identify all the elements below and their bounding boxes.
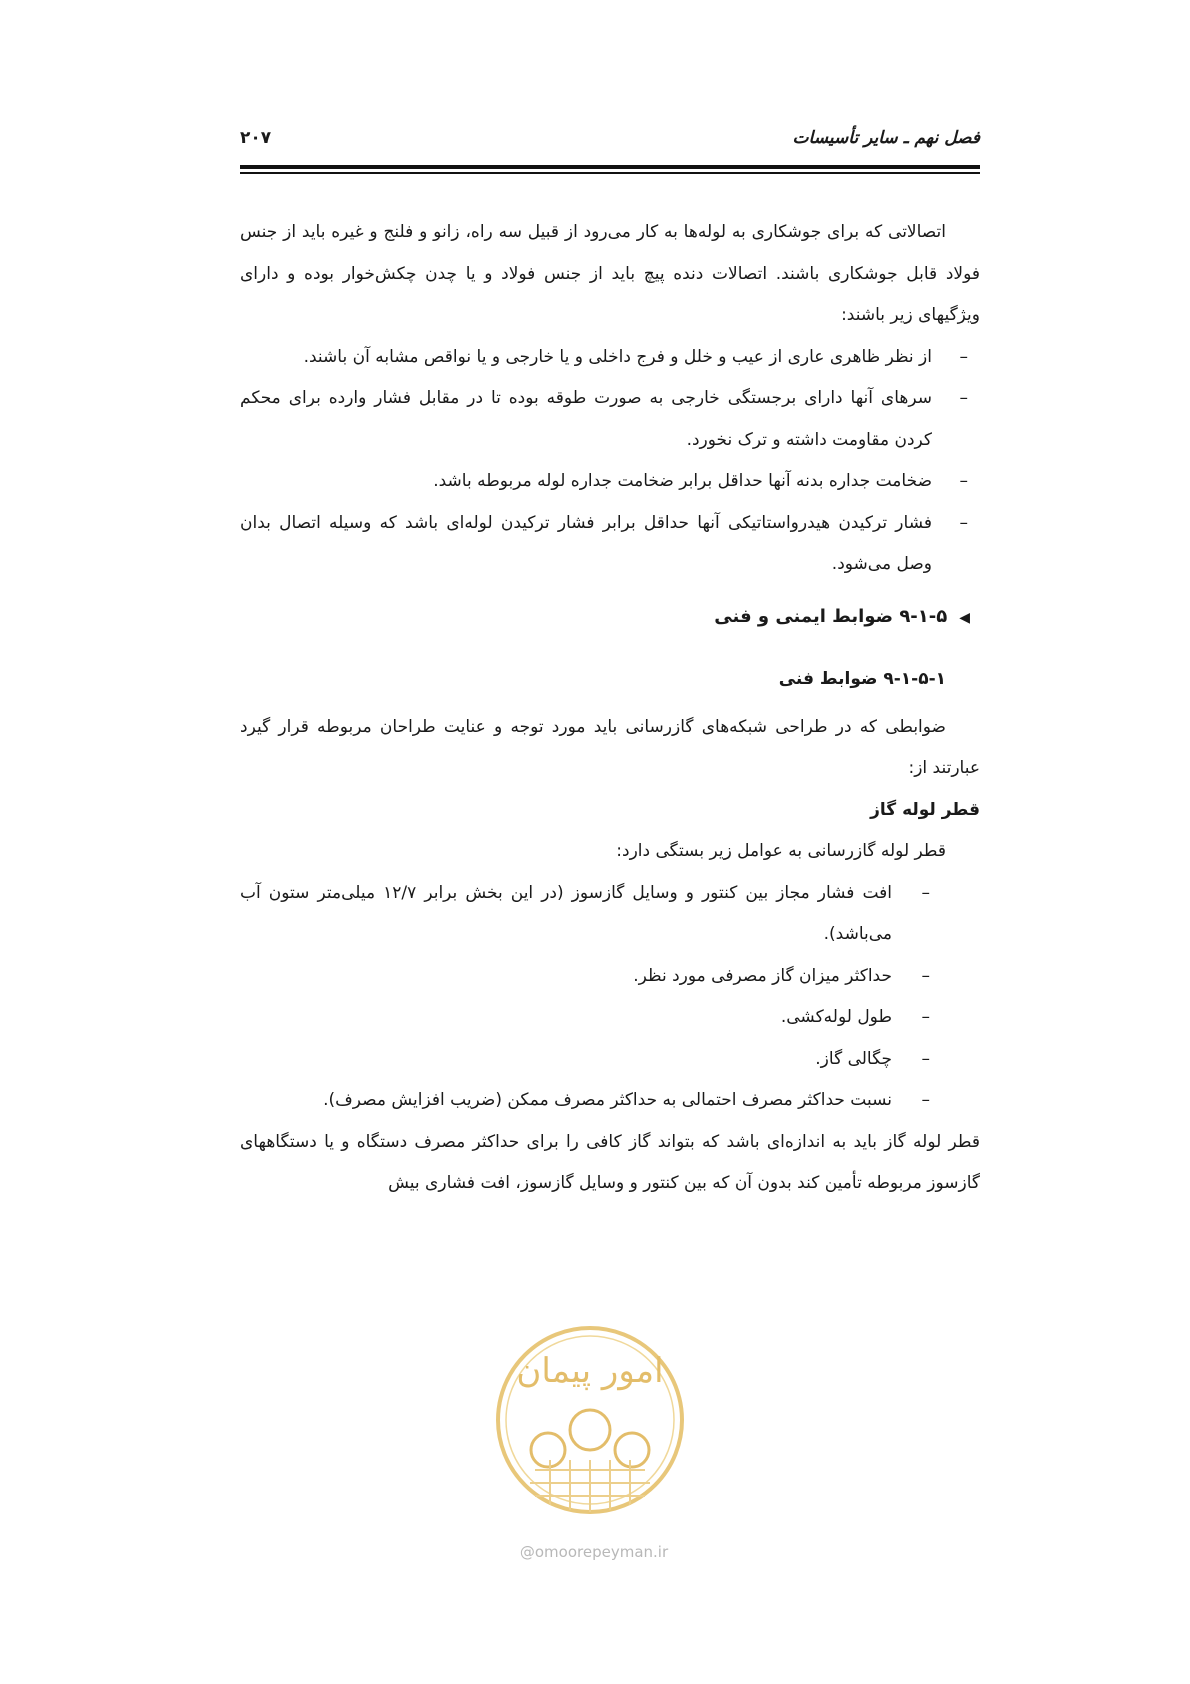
list-item: – سرهای آنها دارای برجستگی خارجی به صورت طوقه بوده تا در مقابل فشار وارده برای محکم کردن مقاومت داشته و ترک نخورد.	[240, 378, 980, 461]
page-header	[240, 118, 980, 158]
dash-bullet: –	[959, 512, 968, 533]
dash-bullet: –	[921, 1048, 930, 1069]
triangle-bullet-icon: ◀	[959, 609, 970, 626]
page-number: ۲۰۷	[240, 128, 272, 148]
fitting-requirements-list	[240, 337, 980, 586]
list-item: – ضخامت جداره بدنه آنها حداقل برابر ضخامت جداره لوله مربوطه باشد.	[240, 461, 980, 503]
logo-lettering: امور پیمان	[516, 1351, 664, 1391]
dash-bullet: –	[959, 471, 968, 491]
dash-bullet: –	[921, 882, 930, 903]
pipe-diameter-intro: قطر لوله گازرسانی به عوامل زیر بستگی دارد:	[616, 841, 946, 861]
subsection-heading: ۹-۱-۵-۱ ضوابط فنی	[778, 669, 946, 689]
list-item: – طول لوله‌کشی.	[240, 997, 980, 1039]
header-rule-thin	[240, 172, 980, 174]
list-item: – حداکثر میزان گاز مصرفی مورد نظر.	[240, 956, 980, 998]
list-item: – افت فشار مجاز بین کنتور و وسایل گازسوز (در این بخش برابر ۱۲/۷ میلی‌متر ستون آب می‌باشد).	[240, 873, 980, 956]
watermark-caption: @omoorepeyman.ir	[519, 1543, 669, 1561]
section-heading: ◀۹-۱-۵ ضوابط ایمنی و فنی	[714, 605, 970, 627]
dash-bullet: –	[921, 1007, 930, 1027]
dash-bullet: –	[921, 1090, 930, 1110]
list-item: – فشار ترکیدن هیدرواستاتیکی آنها حداقل برابر فشار ترکیدن لوله‌ای باشد که وسیله اتصال بدان وصل می‌شود.	[240, 503, 980, 586]
page-body	[240, 212, 980, 1205]
list-item: – چگالی گاز.	[240, 1039, 980, 1081]
omoorepeyman-logo-icon	[490, 1320, 690, 1520]
list-item: – از نظر ظاهری عاری از عیب و خلل و فرج داخلی و یا خارجی و یا نواقص مشابه آن باشند.	[240, 337, 980, 379]
list-item: – نسبت حداکثر مصرف احتمالی به حداکثر مصرف ممکن (ضریب افزایش مصرف).	[240, 1080, 980, 1122]
chapter-title: فصل نهم ـ سایر تأسیسات	[792, 128, 980, 148]
dash-bullet: –	[959, 388, 968, 408]
pipe-factors-list	[240, 873, 980, 1122]
closing-paragraph: قطر لوله گاز باید به اندازه‌ای باشد که بتواند گاز کافی را برای حداکثر مصرف دستگاه و یا دستگاههای گازسوز مربوطه تأمین کند بدون آن که بین کنتور و وسایل گازسوز، افت فشاری بیش	[240, 1131, 980, 1193]
dash-bullet: –	[959, 346, 968, 367]
criteria-intro: ضوابطی که در طراحی شبکه‌های گازرسانی باید مورد توجه و عنایت طراحان مربوطه قرار گیرد عبارتند از:	[240, 716, 980, 778]
dash-bullet: –	[921, 965, 930, 986]
intro-paragraph: اتصالاتی که برای جوشکاری به لوله‌ها به کار می‌رود از قبیل سه راه، زانو و فلنج و غیره باید از جنس فولاد قابل جوشکاری باشند. اتصالات دنده پیچ باید از جنس فولاد و یا چدن چکش‌خوار بوده و دارای ویژگیهای زیر باشند:	[240, 222, 980, 325]
pipe-diameter-heading: قطر لوله گاز	[870, 799, 980, 820]
header-rule-thick	[240, 165, 980, 169]
